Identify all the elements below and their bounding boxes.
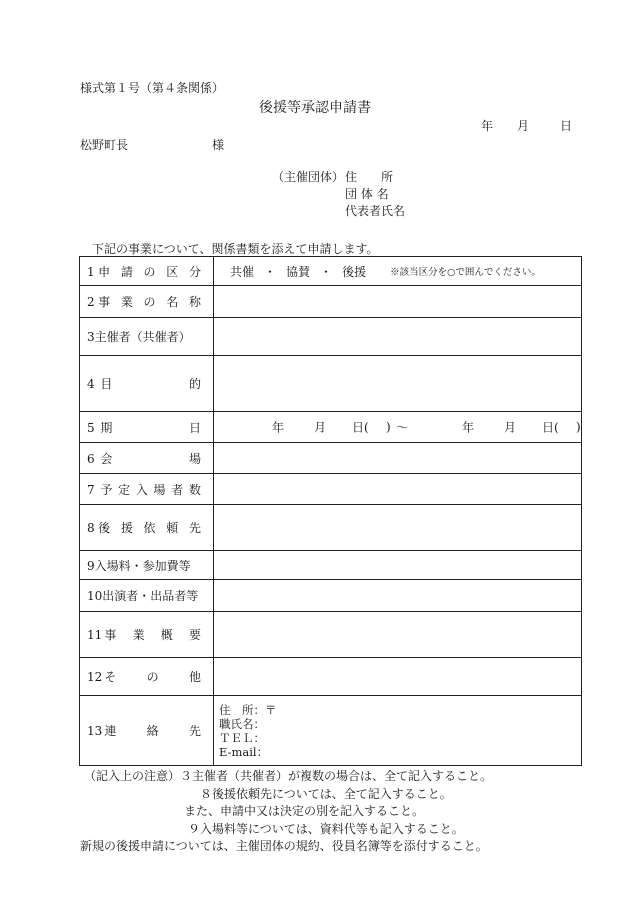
table-row [80, 474, 582, 505]
table-row [80, 696, 582, 766]
table-row [80, 580, 582, 612]
row-label: 3主催者（共催者） [80, 318, 214, 356]
notes-block [80, 768, 600, 856]
applicant-block [272, 169, 472, 220]
table-row [80, 658, 582, 696]
table-row [80, 612, 582, 658]
note-line: （記入上の注意）３主催者（共催者）が複数の場合は、全て記入すること。 [84, 769, 493, 783]
contact-name-label: 職氏名： [219, 716, 265, 731]
date-month: 月 [517, 119, 530, 133]
date-line [0, 117, 630, 133]
separator: ・ [320, 264, 333, 279]
applicant-rep-label: 代表者氏名 [345, 204, 406, 218]
purpose-field[interactable] [214, 356, 582, 412]
row-label: 1申 請 の 区 分 [80, 257, 214, 286]
event-name-field[interactable] [214, 286, 582, 318]
period-tilde: ～ [396, 420, 409, 435]
contact-tel-label: ＴＥＬ： [219, 730, 265, 745]
row-label: 6会 場 [80, 443, 214, 474]
row-label: 7予定入場者数 [80, 474, 214, 505]
period-close-end: ) [576, 420, 581, 434]
period-field[interactable] [214, 412, 582, 443]
contact-email-label: E-mail： [219, 744, 269, 759]
date-day: 日 [560, 119, 573, 133]
addressee-honorific: 様 [212, 138, 225, 152]
venue-field[interactable] [214, 443, 582, 474]
sponsor-request-field[interactable] [214, 505, 582, 551]
period-day-end: 日( [542, 420, 559, 435]
other-field[interactable] [214, 658, 582, 696]
note-line: また、申請中又は決定の別を記入すること。 [184, 804, 425, 818]
contact-field[interactable] [214, 696, 582, 766]
note-line: 新規の後援申請については、主催団体の規約、役員名簿等を添付すること。 [80, 839, 488, 853]
note-line: ８後援依頼先については、全て記入すること。 [200, 786, 452, 801]
table-row [80, 257, 582, 286]
table-row [80, 443, 582, 474]
form-number: 様式第１号（第４条関係） [80, 81, 225, 95]
addressee [80, 136, 225, 153]
application-table [79, 256, 582, 766]
row-label: 13連 絡 先 [80, 696, 214, 766]
performers-field[interactable] [214, 580, 582, 612]
organizer-field[interactable] [214, 318, 582, 356]
separator: ・ [264, 264, 277, 279]
classification-cell[interactable] [214, 257, 582, 286]
applicant-org-label: 団 体 名 [345, 187, 389, 201]
contact-address-label: 住 所：〒 [219, 702, 277, 717]
applicant-address-label: 住 所 [345, 170, 394, 184]
period-month: 月 [314, 420, 327, 435]
period-month-end: 月 [504, 420, 517, 435]
row-label: 9入場料・参加費等 [80, 551, 214, 580]
fee-field[interactable] [214, 551, 582, 580]
row-label: 8後 援 依 頼 先 [80, 505, 214, 551]
period-day: 日( [352, 420, 369, 435]
row-label: 4目 的 [80, 356, 214, 412]
row-label: 2事 業 の 名 称 [80, 286, 214, 318]
option-kyosan[interactable]: 協賛 [286, 264, 311, 279]
date-year: 年 [481, 119, 494, 133]
period-close: ) [386, 420, 391, 434]
row-label: 12そ の 他 [80, 658, 214, 696]
table-row [80, 356, 582, 412]
intro-text: 下記の事業について、関係書類を添えて申請します。 [92, 242, 379, 256]
row-label: 11事 業 概 要 [80, 612, 214, 658]
classification-note: ※該当区分を○で囲んでください。 [390, 267, 541, 278]
option-kyosai[interactable]: 共催 [230, 264, 255, 279]
note-line: ９入場料等については、資料代等も記入すること。 [188, 821, 464, 836]
table-row [80, 318, 582, 356]
applicant-prefix: （主催団体） [272, 170, 345, 184]
period-year-end: 年 [462, 420, 475, 435]
option-koen[interactable]: 後援 [342, 264, 367, 279]
document-title: 後援等承認申請書 [259, 100, 371, 116]
overview-field[interactable] [214, 612, 582, 658]
table-row [80, 505, 582, 551]
expected-attendance-field[interactable] [214, 474, 582, 505]
table-row [80, 286, 582, 318]
period-year: 年 [272, 420, 285, 435]
table-row [80, 412, 582, 443]
row-label: 10出演者・出品者等 [80, 580, 214, 612]
table-row [80, 551, 582, 580]
addressee-name: 松野町長 [80, 138, 129, 152]
row-label: 5期 日 [80, 412, 214, 443]
